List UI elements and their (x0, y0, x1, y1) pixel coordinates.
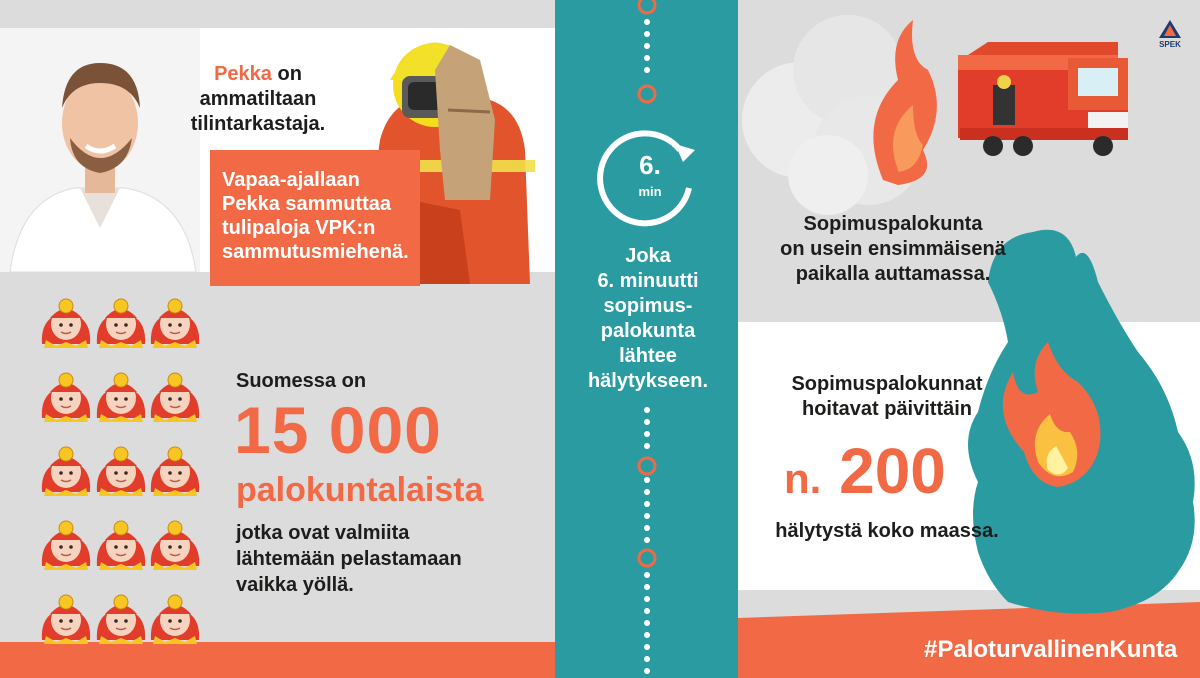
firefighter-emoji-icon (151, 521, 199, 570)
stats-count: 15 000 (234, 393, 442, 467)
timer-number: 6. (639, 150, 661, 180)
hashtag[interactable]: #PaloturvallinenKunta (924, 636, 1178, 663)
timeline-dot (644, 419, 650, 425)
frequency-line: palokunta (600, 320, 696, 342)
timeline-node (639, 0, 655, 13)
hobby-line: sammutusmiehenä. (222, 241, 409, 263)
daily-line: Sopimuspalokunnat (791, 373, 983, 395)
timeline-dot (644, 584, 650, 590)
timeline-dot (644, 43, 650, 49)
firefighter-emoji-icon (42, 299, 90, 348)
timeline-dot (644, 537, 650, 543)
firefighter-emoji-icon (42, 521, 90, 570)
hobby-line: tulipaloja VPK:n (222, 217, 376, 239)
stats-line: jotka ovat valmiita (236, 522, 410, 544)
hobby-text (222, 168, 414, 264)
stats-line: vaikka yöllä. (236, 574, 354, 596)
firefighter-emoji-icon (97, 595, 145, 644)
timeline-dot (644, 572, 650, 578)
timeline-dot (644, 632, 650, 638)
frequency-line: sopimus- (603, 295, 693, 317)
stats-intro: Suomessa on (236, 370, 367, 392)
firefighter-emoji-icon (42, 447, 90, 496)
spek-logo-icon (1159, 20, 1181, 38)
timeline-dot (644, 407, 650, 413)
timer-unit: min (638, 184, 662, 199)
frequency-line: 6. minuutti (597, 270, 699, 292)
firefighter-emoji-icon (97, 521, 145, 570)
timeline-dot (644, 656, 650, 662)
frequency-line: Joka (625, 245, 671, 267)
stats-description (236, 520, 496, 598)
timeline-dot (644, 31, 650, 37)
timeline-dot (644, 608, 650, 614)
pekka-name: Pekka (214, 63, 272, 85)
daily-prefix: n. (784, 455, 822, 502)
pekka-job: on ammatiltaan tilintarkastaja. (190, 63, 326, 135)
stats-unit: palokuntalaista (236, 471, 484, 509)
timeline-dot (644, 55, 650, 61)
timeline-node (639, 86, 655, 102)
timeline-dot (644, 19, 650, 25)
frequency-line: lähtee (619, 345, 677, 367)
first-responder-text (768, 212, 1018, 287)
timeline-dot (644, 620, 650, 626)
daily-suffix: hälytystä koko maassa. (775, 520, 999, 542)
firefighter-emoji-icon (97, 373, 145, 422)
daily-count (784, 436, 946, 514)
firefighter-emoji-icon (151, 299, 199, 348)
firefighter-emoji-icon (42, 373, 90, 422)
firefighter-emoji-icon (97, 447, 145, 496)
timeline-node (639, 458, 655, 474)
daily-intro (782, 372, 992, 422)
timeline-dot (644, 596, 650, 602)
spek-logo (1148, 20, 1192, 49)
spek-logo-text: SPEK (1159, 40, 1181, 49)
timeline-node (639, 550, 655, 566)
timeline-dot (644, 644, 650, 650)
stats-line: lähtemään pelastamaan (236, 548, 462, 570)
first-line: Sopimuspalokunta (803, 213, 983, 235)
timeline-dot (644, 489, 650, 495)
frequency-line: hälytykseen. (587, 370, 709, 392)
daily-line: hoitavat päivittäin (801, 398, 973, 420)
firefighter-emoji-icon (151, 595, 199, 644)
firefighter-emoji-icon (97, 299, 145, 348)
firefighter-emoji-grid (0, 0, 230, 678)
timeline-dot (644, 67, 650, 73)
timeline-dot (644, 668, 650, 674)
timeline-dot (644, 501, 650, 507)
fire-truck-icon (958, 42, 1128, 156)
first-line: on usein ensimmäisenä (780, 238, 1006, 260)
timeline-dot (644, 525, 650, 531)
firefighter-emoji-icon (151, 373, 199, 422)
timeline-dot (644, 513, 650, 519)
timeline-dot (644, 443, 650, 449)
first-line: paikalla auttamassa. (795, 263, 991, 285)
hobby-line: Vapaa-ajallaan (222, 169, 360, 191)
timeline-dot (644, 431, 650, 437)
hobby-line: Pekka sammuttaa (222, 193, 391, 215)
firefighter-emoji-icon (42, 595, 90, 644)
frequency-text (558, 244, 738, 394)
timeline-dot (644, 477, 650, 483)
daily-number: 200 (839, 435, 946, 507)
firefighter-emoji-icon (151, 447, 199, 496)
